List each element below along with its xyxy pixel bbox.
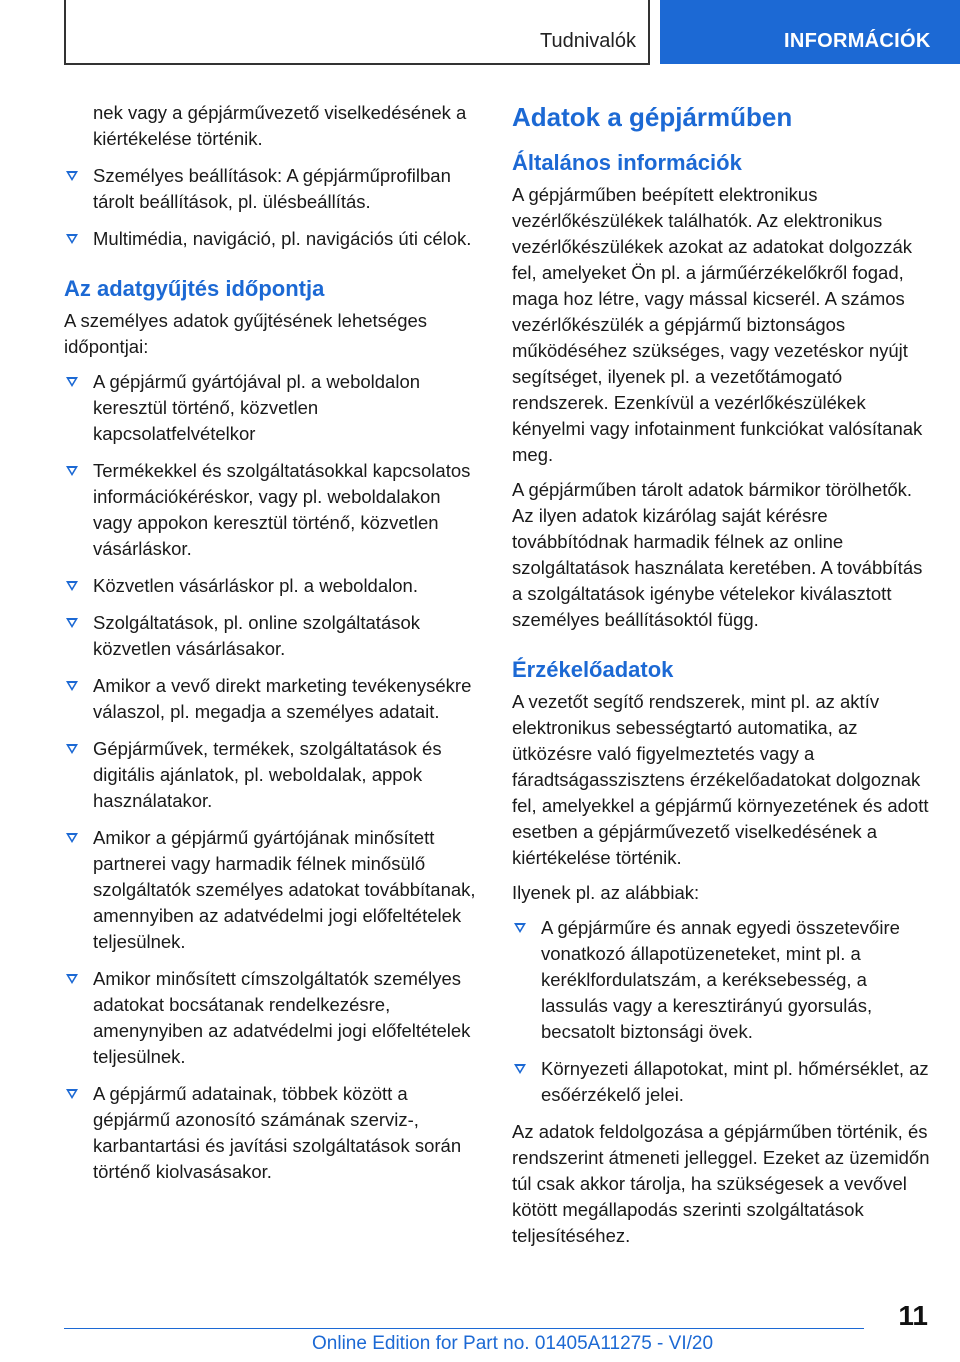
bullet-triangle-icon bbox=[66, 234, 78, 244]
list-item: Gépjárművek, termékek, szolgáltatások és digitális ajánlatok, pl. weboldalak, appok használatakor. bbox=[64, 736, 484, 814]
list-item: Amikor minősített címszolgáltatók személyes adatokat bocsátanak rendelkezésre, amenynyiben az adatvédelmi jogi előfeltételek teljesülnek. bbox=[64, 966, 484, 1070]
sensor-data-list bbox=[512, 915, 932, 1108]
intro-paragraph: A személyes adatok gyűjtésének lehetséges időpontjai: bbox=[64, 310, 428, 357]
page-title: Adatok a gépjárműben bbox=[512, 102, 793, 132]
paragraph: A gépjárműben beépített elektronikus vezérlőkészülékek találhatók. Az elektronikus vezérlőkészülékek azokat az adatokat dolgozzák fel, amelyeket Ön pl. a járműérzékelőkről fogad, maga hoz létre, vagy mással kicserél. A számos vezérlőkészülék a gépjármű biztonságos működéséhez szükséges, vagy vezetéskor nyújt segítséget, ilyenek pl. a vezetőtámogató rendszerek. Ezenkívül a vezérlőkészülékek kényelmi vagy infotainment funkciókat valósítanak meg. bbox=[512, 184, 923, 465]
list-item: Multimédia, navigáció, pl. navigációs úti célok. bbox=[64, 226, 484, 252]
continued-paragraph: nek vagy a gépjárművezető viselkedésének a kiértékelése történik. bbox=[93, 102, 467, 149]
list-item: Termékekkel és szolgáltatásokkal kapcsolatos információkéréskor, vagy pl. weboldalakon vagy appokon keresztül történő, közvetlen vásárláskor. bbox=[64, 458, 484, 562]
bullet-triangle-icon bbox=[66, 171, 78, 181]
paragraph: A gépjárműben tárolt adatok bármikor törölhetők. Az ilyen adatok kizárólag saját kérésre továbbítódnak harmadik félnek az online szolgáltatások használata keretében. A továbbítás a szolgáltatások igénybe vételekor kiválasztott személyes beállításoktól függ. bbox=[512, 479, 923, 630]
paragraph: Ilyenek pl. az alábbiak: bbox=[512, 882, 700, 903]
tab-section[interactable] bbox=[400, 0, 650, 64]
bullet-triangle-icon bbox=[66, 618, 78, 628]
section-heading-collection-time: Az adatgyűjtés időpontja bbox=[64, 276, 325, 301]
footer-rule bbox=[64, 1328, 864, 1329]
bullet-triangle-icon bbox=[514, 923, 526, 933]
tab-chapter[interactable] bbox=[660, 0, 960, 64]
bullet-triangle-icon bbox=[66, 377, 78, 387]
settings-list bbox=[64, 163, 484, 252]
list-item: Szolgáltatások, pl. online szolgáltatások közvetlen vásárlásakor. bbox=[64, 610, 484, 662]
bullet-triangle-icon bbox=[66, 833, 78, 843]
page-number: 11 bbox=[898, 1300, 928, 1331]
bullet-triangle-icon bbox=[66, 681, 78, 691]
collection-time-list bbox=[64, 369, 484, 1185]
list-item: Személyes beállítások: A gépjárműprofilban tárolt beállítások, pl. ülésbeállítás. bbox=[64, 163, 484, 215]
bullet-triangle-icon bbox=[66, 744, 78, 754]
section-heading-sensor-data: Érzékelőadatok bbox=[512, 657, 674, 682]
list-item: Közvetlen vásárláskor pl. a weboldalon. bbox=[64, 573, 484, 599]
bullet-triangle-icon bbox=[66, 466, 78, 476]
header-rule-left bbox=[64, 0, 66, 65]
tab-section-label: Tudnivalók bbox=[540, 30, 636, 52]
bullet-triangle-icon bbox=[66, 581, 78, 591]
left-column bbox=[64, 100, 484, 1196]
list-item: A gépjármű gyártójával pl. a weboldalon keresztül történő, közvetlen kapcsolatfelvételkor bbox=[64, 369, 484, 447]
bullet-triangle-icon bbox=[66, 974, 78, 984]
paragraph: Az adatok feldolgozása a gépjárműben történik, és rendszerint átmeneti jelleggel. Ezeket az üzemidőn túl csak akkor tárolja, ha szükségesek a vevővel kötött megállapodás szerinti szolgáltatások teljesítéséhez. bbox=[512, 1121, 930, 1246]
right-column bbox=[512, 100, 932, 1258]
list-item: Amikor a gépjármű gyártójának minősített partnerei vagy harmadik félnek minősülő szolgáltatók személyes adatokat továbbítanak, amennyiben az adatvédelmi jogi előfeltételek teljesülnek. bbox=[64, 825, 484, 955]
list-item: A gépjármű adatainak, többek között a gépjármű azonosító számának szerviz-, karbantartási és javítási szolgáltatások során történő kiolvasásakor. bbox=[64, 1081, 484, 1185]
edition-footer: Online Edition for Part no. 01405A11275 - VI/20 bbox=[312, 1333, 714, 1354]
tab-chapter-label: INFORMÁCIÓK bbox=[784, 30, 931, 52]
bullet-triangle-icon bbox=[66, 1089, 78, 1099]
section-heading-general: Általános információk bbox=[512, 150, 742, 175]
list-item: A gépjárműre és annak egyedi összetevőire vonatkozó állapotüzeneteket, mint pl. a keréklfordulatszám, a keréksebesség, a lassulás vagy a keresztirányú gyorsulás, becsatolt biztonsági övek. bbox=[512, 915, 932, 1045]
bullet-triangle-icon bbox=[514, 1064, 526, 1074]
list-item: Amikor a vevő direkt marketing tevékenysékre válaszol, pl. megadja a személyes adatait. bbox=[64, 673, 484, 725]
paragraph: A vezetőt segítő rendszerek, mint pl. az aktív elektronikus sebességtartó automatika, az ütközésre való figyelmeztetés vagy a fáradtságasszisztens érzékelőadatokat dolgoznak fel, amelyekkel a gépjármű környezetének és adott esetben a gépjárművezető viselkedésének a kiértékelése történik. bbox=[512, 691, 929, 868]
list-item: Környezeti állapotokat, mint pl. hőmérséklet, az esőérzékelő jelei. bbox=[512, 1056, 932, 1108]
